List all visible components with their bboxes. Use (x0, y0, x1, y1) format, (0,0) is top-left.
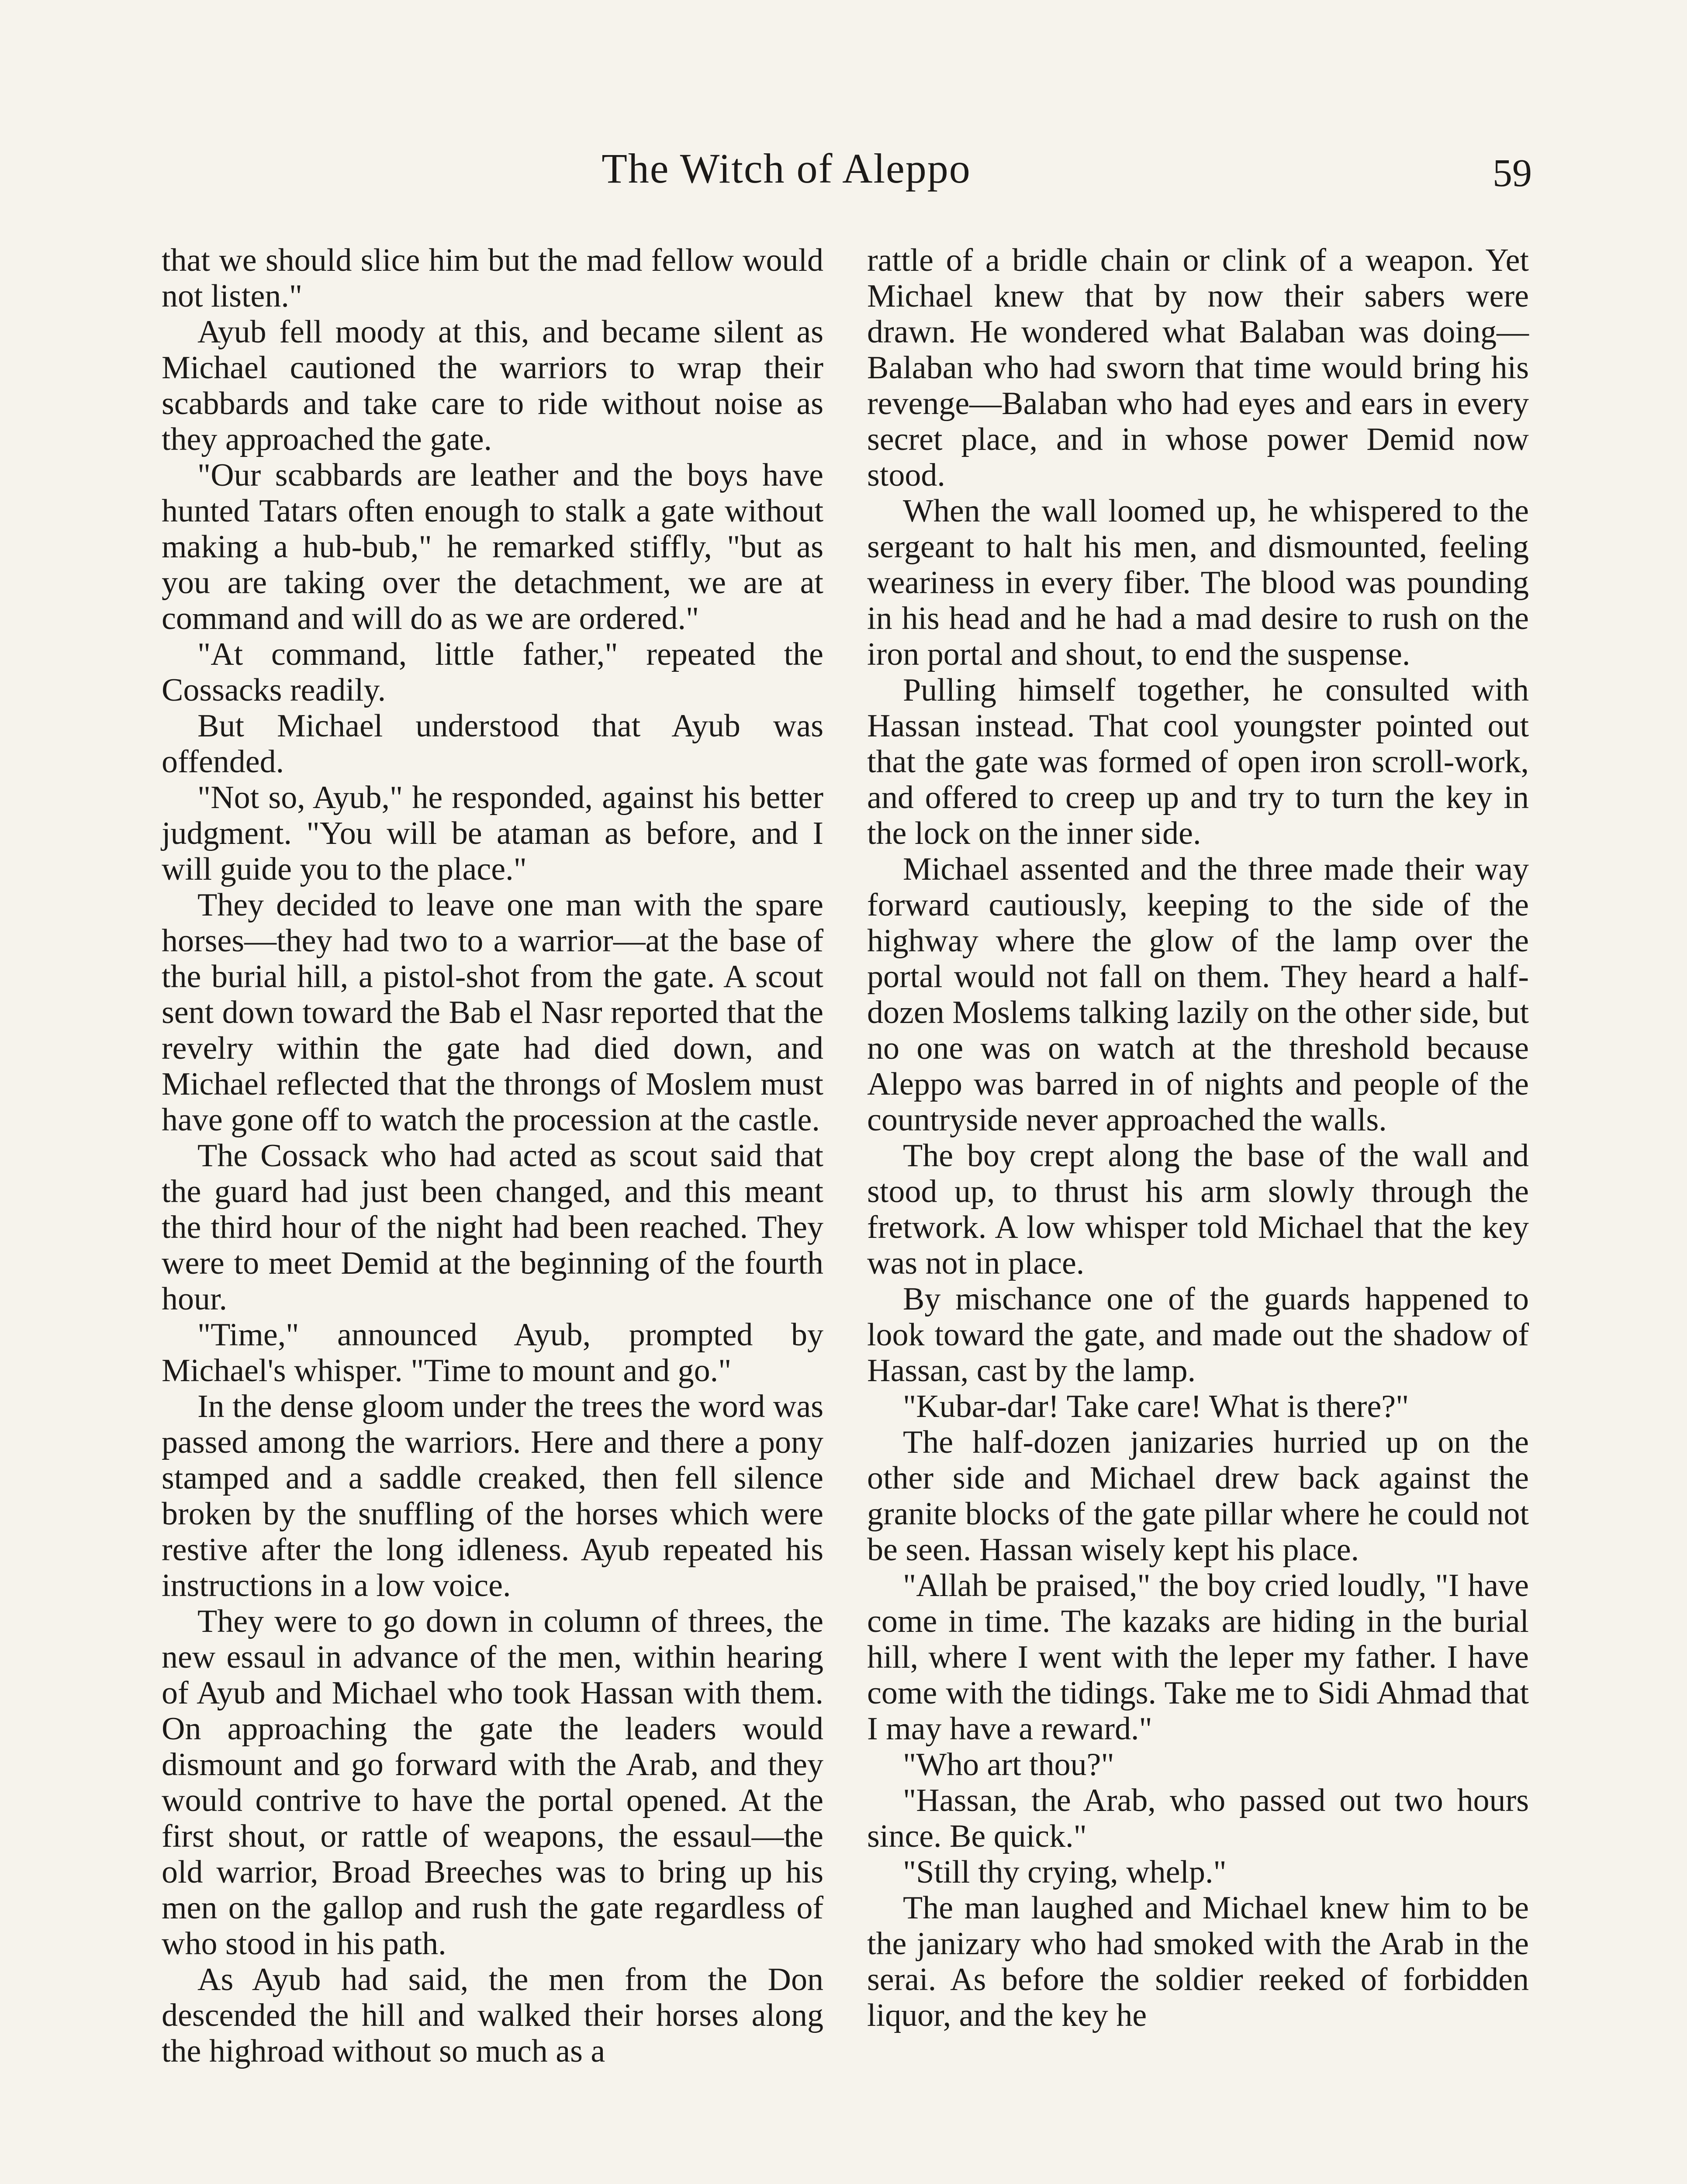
paragraph: The half-dozen janizaries hurried up on the other side and Michael drew back against the granite blocks of the gate pillar where he could not be seen. Hassan wisely kept his place. (867, 1424, 1529, 1568)
paragraph: "Our scabbards are leather and the boys have hunted Tatars often enough to stalk a gate without making a hub-bub," he remarked stiffly, "but as you are taking over the detachment, we are at command and will do as we are ordered." (162, 457, 823, 636)
right-column (867, 242, 1529, 2033)
paragraph: rattle of a bridle chain or clink of a weapon. Yet Michael knew that by now their sabers were drawn. He wondered what Balaban was doing—Balaban who had sworn that time would bring his revenge—Balaban who had eyes and ears in every secret place, and in whose power Demid now stood. (867, 242, 1529, 493)
paragraph: "Kubar-dar! Take care! What is there?" (903, 1389, 1409, 1424)
page-number: 59 (1493, 152, 1532, 195)
paragraph: They were to go down in column of threes, the new essaul in advance of the men, within hearing of Ayub and Michael who took Hassan with them. On approaching the gate the leaders would dismount and go forward with the Arab, and they would contrive to have the portal opened. At the first shout, or rattle of weapons, the essaul—the old warrior, Broad Breeches was to bring up his men on the gallop and rush the gate regardless of who stood in his path. (162, 1603, 823, 1962)
paragraph: "Not so, Ayub," he responded, against his better judgment. "You will be ataman as before, and I will guide you to the place." (162, 780, 823, 887)
paragraph: "At command, little father," repeated the Cossacks readily. (162, 636, 823, 708)
paragraph: But Michael understood that Ayub was offended. (162, 708, 823, 780)
paragraph: "Time," announced Ayub, prompted by Michael's whisper. "Time to mount and go." (162, 1317, 823, 1389)
paragraph: The boy crept along the base of the wall and stood up, to thrust his arm slowly through the fretwork. A low whisper told Michael that the key was not in place. (867, 1138, 1529, 1281)
paragraph: When the wall loomed up, he whispered to the sergeant to halt his men, and dismounted, feeling weariness in every fiber. The blood was pounding in his head and he had a mad desire to rush on the iron portal and shout, to end the suspense. (867, 493, 1529, 672)
running-title: The Witch of Aleppo (602, 145, 971, 192)
left-column (162, 242, 823, 2069)
paragraph: In the dense gloom under the trees the word was passed among the warriors. Here and there a pony stamped and a saddle creaked, then fell silence broken by the snuffling of the horses which were restive after the long idleness. Ayub repeated his instructions in a low voice. (162, 1389, 823, 1603)
paragraph: The Cossack who had acted as scout said that the guard had just been changed, and this meant the third hour of the night had been reached. They were to meet Demid at the beginning of the fourth hour. (162, 1138, 823, 1317)
paragraph: By mischance one of the guards happened to look toward the gate, and made out the shadow of Hassan, cast by the lamp. (867, 1281, 1529, 1389)
paragraph: "Still thy crying, whelp." (903, 1854, 1227, 1890)
paragraph: Pulling himself together, he consulted with Hassan instead. That cool youngster pointed out that the gate was formed of open iron scroll-work, and offered to creep up and try to turn the key in the lock on the inner side. (867, 672, 1529, 851)
paragraph: They decided to leave one man with the spare horses—they had two to a warrior—at the base of the burial hill, a pistol-shot from the gate. A scout sent down toward the Bab el Nasr reported that the revelry within the gate had died down, and Michael reflected that the throngs of Moslem must have gone off to watch the procession at the castle. (162, 887, 823, 1138)
paragraph: Michael assented and the three made their way forward cautiously, keeping to the side of the highway where the glow of the lamp over the portal would not fall on them. They heard a half-dozen Moslems talking lazily on the other side, but no one was on watch at the threshold because Aleppo was barred in of nights and people of the countryside never approached the walls. (867, 851, 1529, 1138)
paragraph: The man laughed and Michael knew him to be the janizary who had smoked with the Arab in the serai. As before the soldier reeked of forbidden liquor, and the key he (867, 1890, 1529, 2033)
paragraph: "Hassan, the Arab, who passed out two hours since. Be quick." (867, 1783, 1529, 1854)
paragraph: As Ayub had said, the men from the Don descended the hill and walked their horses along the highroad without so much as a (162, 1962, 823, 2069)
paragraph: Ayub fell moody at this, and became silent as Michael cautioned the warriors to wrap their scabbards and take care to ride without noise as they approached the gate. (162, 314, 823, 457)
paragraph: that we should slice him but the mad fellow would not listen." (162, 242, 823, 314)
paragraph: "Who art thou?" (903, 1747, 1114, 1783)
paragraph: "Allah be praised," the boy cried loudly, "I have come in time. The kazaks are hiding in the burial hill, where I went with the leper my father. I have come with the tidings. Take me to Sidi Ahmad that I may have a reward." (867, 1568, 1529, 1747)
